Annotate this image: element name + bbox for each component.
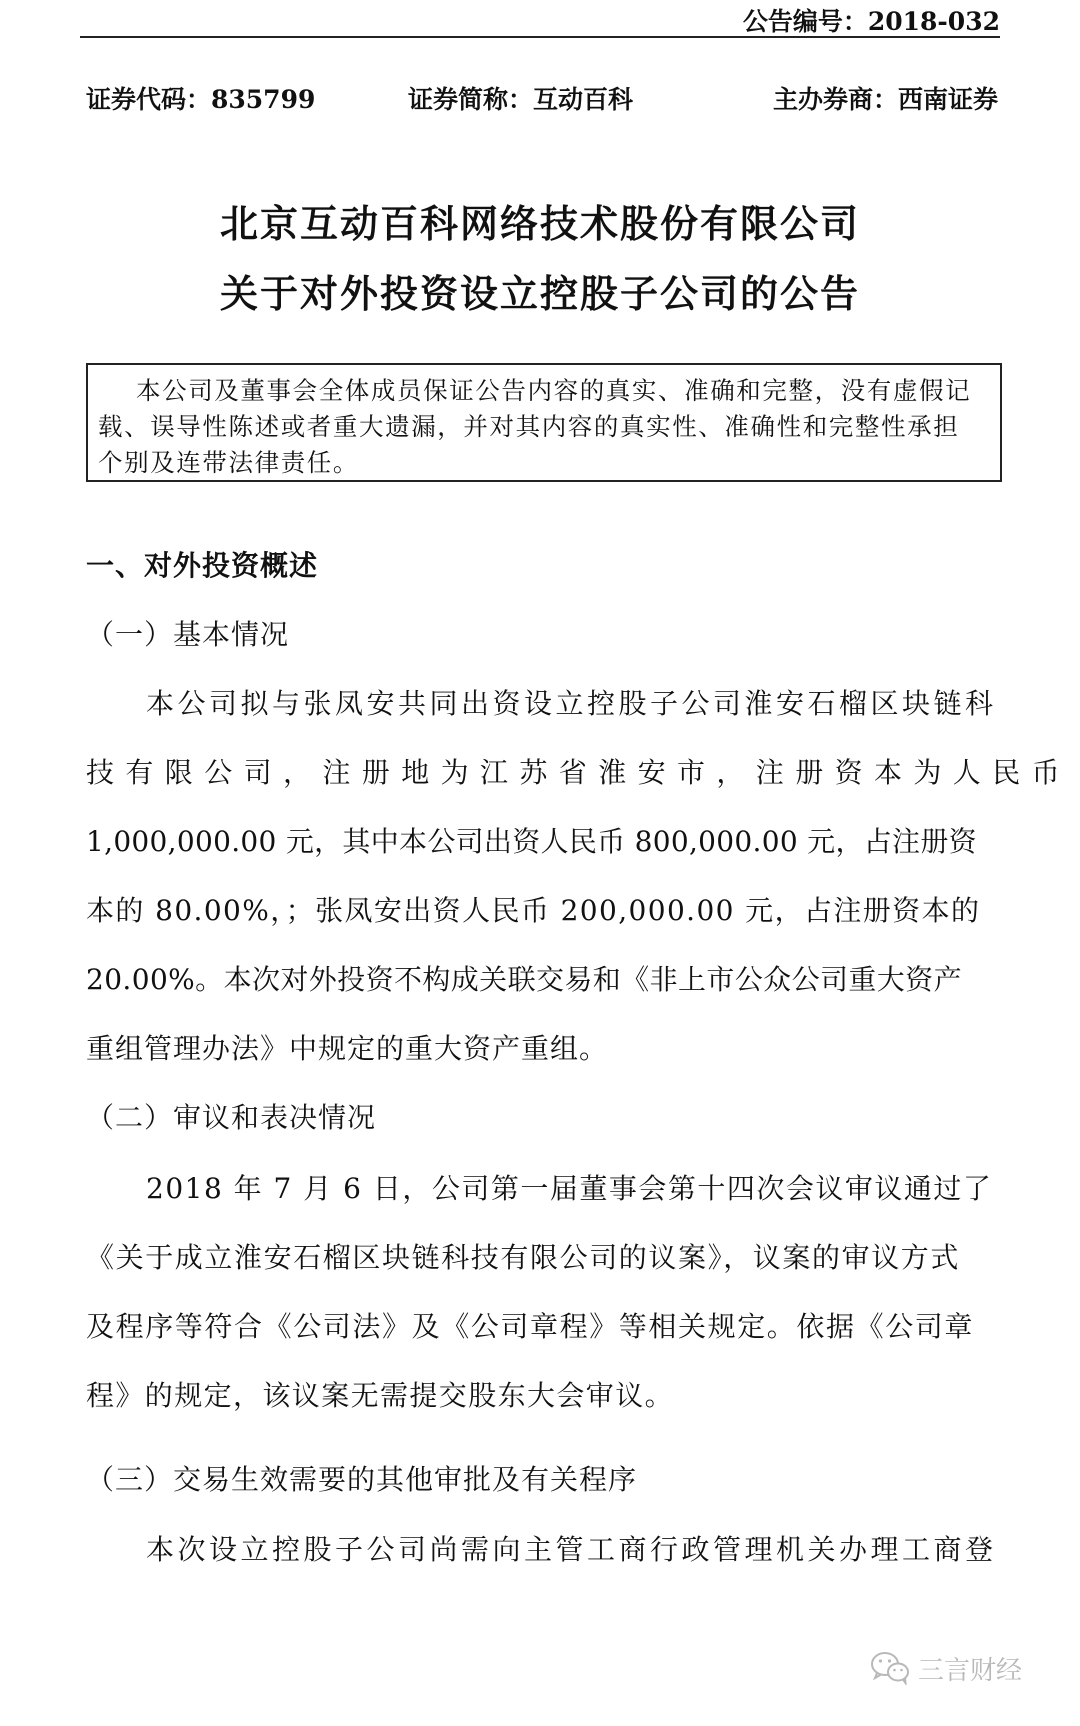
wechat-icon	[870, 1651, 910, 1685]
paragraph-line: 2018 年 7 月 6 日，公司第一届董事会第十四次会议审议通过了	[146, 1172, 993, 1205]
document-title-line-2: 关于对外投资设立控股子公司的公告	[219, 271, 860, 316]
paragraph-line: 本次设立控股子公司尚需向主管工商行政管理机关办理工商登	[146, 1533, 997, 1566]
subsection-heading: （二）审议和表决情况	[86, 1101, 377, 1134]
watermark-text: 三言财经	[917, 1655, 1022, 1686]
subsection-heading: （三）交易生效需要的其他审批及有关程序	[86, 1463, 638, 1496]
section-heading: 一、对外投资概述	[86, 549, 319, 582]
disclaimer-line: 本公司及董事会全体成员保证公告内容的真实、准确和完整，没有虚假记	[136, 376, 972, 405]
securities-abbreviation: 证券简称：互动百科	[408, 85, 634, 114]
paragraph-line: 20.00%。本次对外投资不构成关联交易和《非上市公众公司重大资产	[86, 963, 962, 996]
header-rule	[80, 0, 1000, 38]
source-watermark	[870, 1648, 1022, 1688]
paragraph-line: 1,000,000.00 元，其中本公司出资人民币 800,000.00 元，占注册资	[86, 825, 977, 858]
subsection-heading: （一）基本情况	[86, 618, 290, 651]
paragraph-line: 程》的规定，该议案无需提交股东大会审议。	[86, 1379, 675, 1412]
paragraph-line: 本公司拟与张凤安共同出资设立控股子公司淮安石榴区块链科	[146, 687, 997, 720]
paragraph-line: 及程序等符合《公司法》及《公司章程》等相关规定。依据《公司章	[86, 1310, 975, 1343]
disclaimer-line: 载、误导性陈述或者重大遗漏，并对其内容的真实性、准确性和完整性承担	[98, 412, 960, 441]
securities-info-row	[86, 80, 998, 116]
disclaimer-line: 个别及连带法律责任。	[98, 448, 359, 477]
paragraph-line: 《关于成立淮安石榴区块链科技有限公司的议案》，议案的审议方式	[86, 1241, 961, 1274]
announcement-number: 公告编号：2018-032	[742, 7, 1000, 36]
disclaimer-box	[86, 363, 1002, 482]
paragraph-line: 本的 80.00%，；张凤安出资人民币 200,000.00 元，占注册资本的	[86, 894, 981, 927]
paragraph-line: 技有限公司，注册地为江苏省淮安市，注册资本为人民币	[86, 756, 1072, 789]
sponsor-broker: 主办券商：西南证券	[772, 85, 998, 114]
document-title-line-1: 北京互动百科网络技术股份有限公司	[219, 201, 860, 246]
paragraph-line: 重组管理办法》中规定的重大资产重组。	[86, 1032, 609, 1065]
securities-code: 证券代码：835799	[86, 85, 316, 114]
